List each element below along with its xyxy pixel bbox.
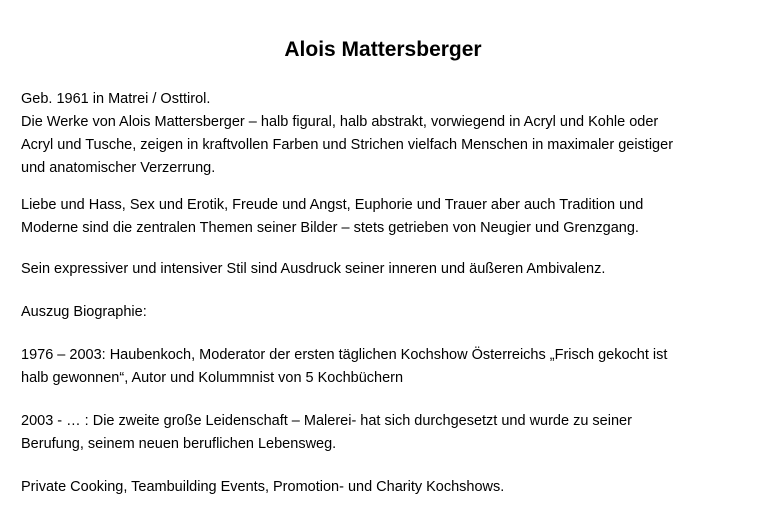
text-line: Sein expressiver und intensiver Stil sind Ausdruck seiner inneren und äußeren Ambivalenz. — [21, 261, 606, 277]
text-line: 1976 – 2003: Haubenkoch, Moderator der ersten täglichen Kochshow Österreichs „Frisch gekocht ist — [21, 347, 668, 363]
themes-paragraph — [21, 194, 761, 240]
text-line: Berufung, seinem neuen beruflichen Lebensweg. — [21, 436, 337, 452]
text-line: Acryl und Tusche, zeigen in kraftvollen Farben und Strichen vielfach Menschen in maximaler geistiger — [21, 137, 674, 153]
text-line: Auszug Biographie: — [21, 304, 147, 320]
text-line: Liebe und Hass, Sex und Erotik, Freude und Angst, Euphorie und Trauer aber auch Tradition und — [21, 197, 644, 213]
page-title: Alois Mattersberger — [284, 38, 482, 61]
biography-entry-2003 — [21, 410, 761, 456]
text-line: Moderne sind die zentralen Themen seiner Bilder – stets getrieben von Neugier und Grenzgang. — [21, 220, 639, 236]
services-paragraph — [21, 476, 761, 499]
text-line: und anatomischer Verzerrung. — [21, 160, 216, 176]
biography-heading — [21, 301, 761, 324]
intro-paragraph — [21, 88, 761, 180]
text-line: 2003 - … : Die zweite große Leidenschaft – Malerei- hat sich durchgesetzt und wurde zu seiner — [21, 413, 632, 429]
text-line: halb gewonnen“, Autor und Kolummnist von 5 Kochbüchern — [21, 370, 404, 386]
text-line: Die Werke von Alois Mattersberger – halb figural, halb abstrakt, vorwiegend in Acryl und Kohle oder — [21, 114, 659, 130]
text-line: Geb. 1961 in Matrei / Osttirol. — [21, 91, 211, 107]
text-line: Private Cooking, Teambuilding Events, Promotion- und Charity Kochshows. — [21, 479, 505, 495]
biography-entry-1976 — [21, 344, 761, 390]
style-paragraph — [21, 258, 761, 281]
